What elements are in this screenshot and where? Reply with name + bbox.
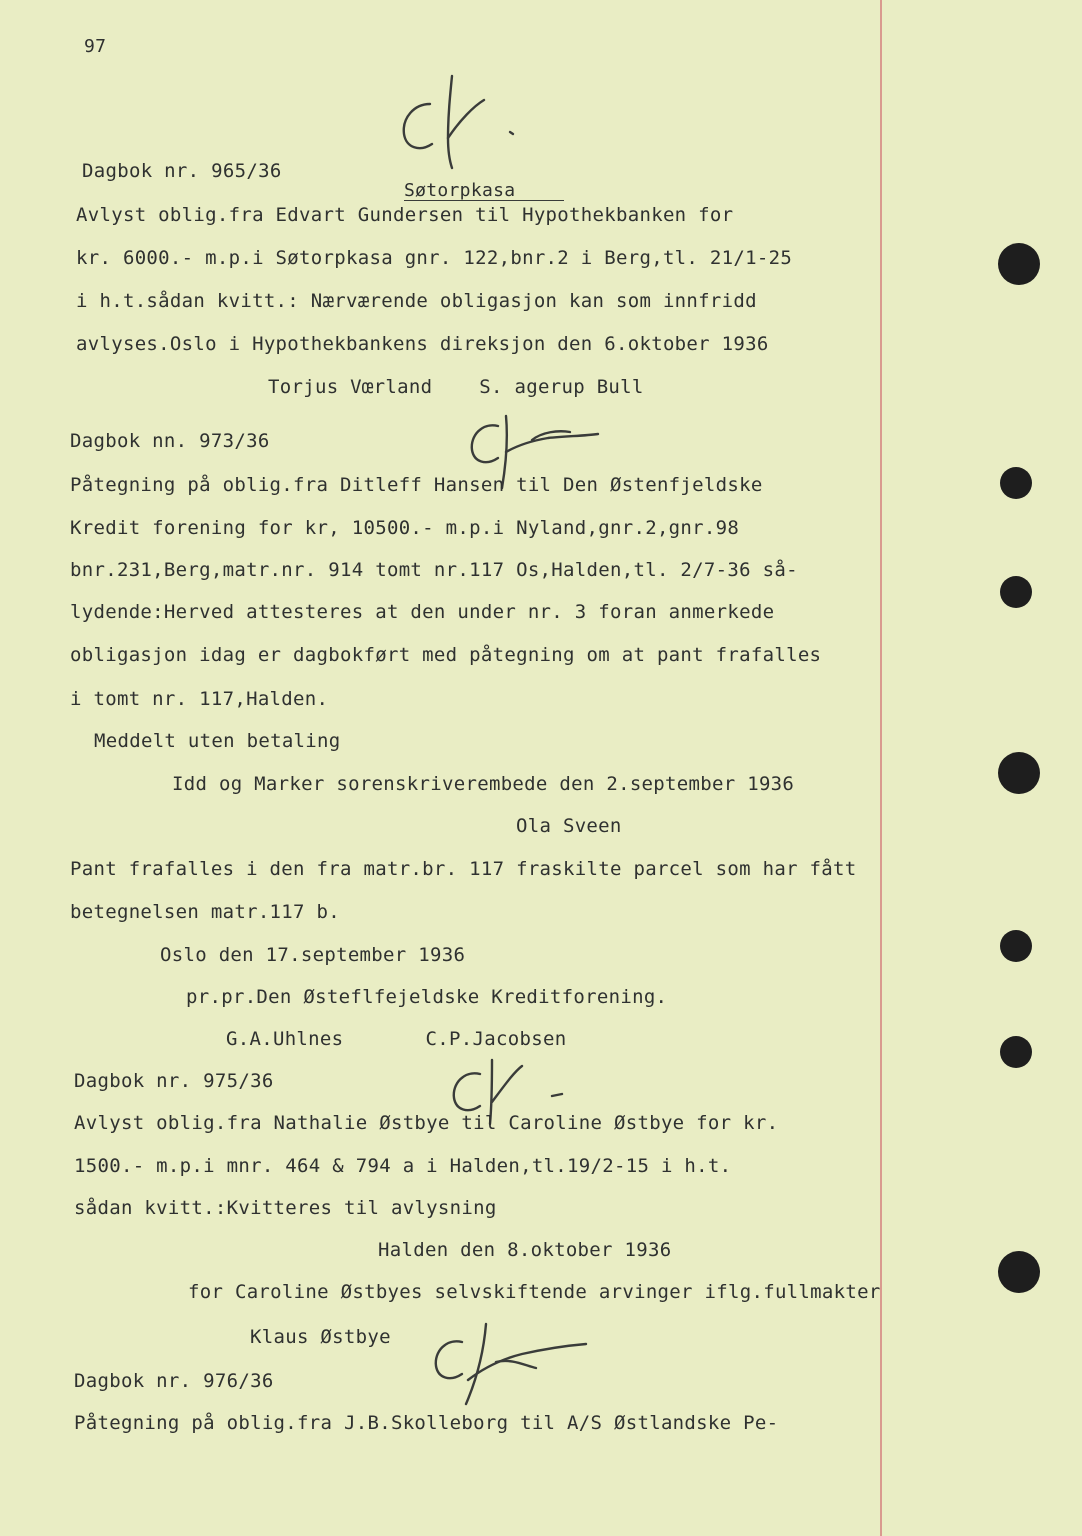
place-note: Søtorpkasa [404, 180, 516, 201]
signature-mark [426, 1318, 596, 1410]
signature-mark [392, 68, 532, 172]
entry-line: G.A.Uhlnes C.P.Jacobsen [226, 1028, 567, 1050]
entry-line: Klaus Østbye [250, 1326, 391, 1348]
binding-hole [998, 1251, 1040, 1293]
entry-heading: Dagbok nr. 965/36 [82, 160, 282, 182]
entry-line: lydende:Herved attesteres at den under nr. 3 foran anmerkede [70, 601, 775, 623]
entry-line: for Caroline Østbyes selvskiftende arvinger iflg.fullmakter [188, 1281, 881, 1303]
entry-heading: Dagbok nr. 975/36 [74, 1070, 274, 1092]
entry-line: Kredit forening for kr, 10500.- m.p.i Nyland,gnr.2,gnr.98 [70, 517, 740, 539]
entry-heading: Dagbok nn. 973/36 [70, 430, 270, 452]
entry-line: pr.pr.Den Østeflfejeldske Kreditforening. [186, 986, 668, 1008]
entry-line: Påtegning på oblig.fra Ditleff Hansen til Den Østenfjeldske [70, 474, 763, 496]
entry-line: Idd og Marker sorenskriverembede den 2.september 1936 [172, 773, 795, 795]
entry-line: kr. 6000.- m.p.i Søtorpkasa gnr. 122,bnr.2 i Berg,tl. 21/1-25 [76, 247, 793, 269]
entry-line: Halden den 8.oktober 1936 [378, 1239, 672, 1261]
entry-line: Meddelt uten betaling [94, 730, 341, 752]
entry-line: obligasjon idag er dagbokført med påtegning om at pant frafalles [70, 644, 822, 666]
entry-line: Pant frafalles i den fra matr.br. 117 fraskilte parcel som har fått [70, 858, 857, 880]
entry-line: Torjus Vœrland S. agerup Bull [268, 376, 644, 398]
binding-hole [1000, 1036, 1032, 1068]
margin-line [880, 0, 882, 1536]
page-number: 97 [84, 36, 107, 57]
binding-hole [1000, 576, 1032, 608]
entry-line: bnr.231,Berg,matr.nr. 914 tomt nr.117 Os,Halden,tl. 2/7-36 så- [70, 559, 798, 581]
entry-line: i tomt nr. 117,Halden. [70, 688, 329, 710]
entry-line: 1500.- m.p.i mnr. 464 & 794 a i Halden,tl.19/2-15 i h.t. [74, 1155, 732, 1177]
binding-hole [1000, 930, 1032, 962]
binding-hole [998, 752, 1040, 794]
binding-hole [998, 243, 1040, 285]
entry-line: betegnelsen matr.117 b. [70, 901, 340, 923]
entry-line: Oslo den 17.september 1936 [160, 944, 466, 966]
binding-hole [1000, 467, 1032, 499]
entry-line: Avlyst oblig.fra Edvart Gundersen til Hypothekbanken for [76, 204, 734, 226]
place-note-underline [404, 182, 564, 201]
entry-heading: Dagbok nr. 976/36 [74, 1370, 274, 1392]
entry-line: Påtegning på oblig.fra J.B.Skolleborg til A/S Østlandske Pe- [74, 1412, 779, 1434]
entry-line: Ola Sveen [516, 815, 622, 837]
entry-line: sådan kvitt.:Kvitteres til avlysning [74, 1197, 497, 1219]
entry-line: avlyses.Oslo i Hypothekbankens direksjon den 6.oktober 1936 [76, 333, 769, 355]
entry-line: i h.t.sådan kvitt.: Nærværende obligasjon kan som innfridd [76, 290, 757, 312]
entry-line: Avlyst oblig.fra Nathalie Østbye til Caroline Østbye for kr. [74, 1112, 779, 1134]
